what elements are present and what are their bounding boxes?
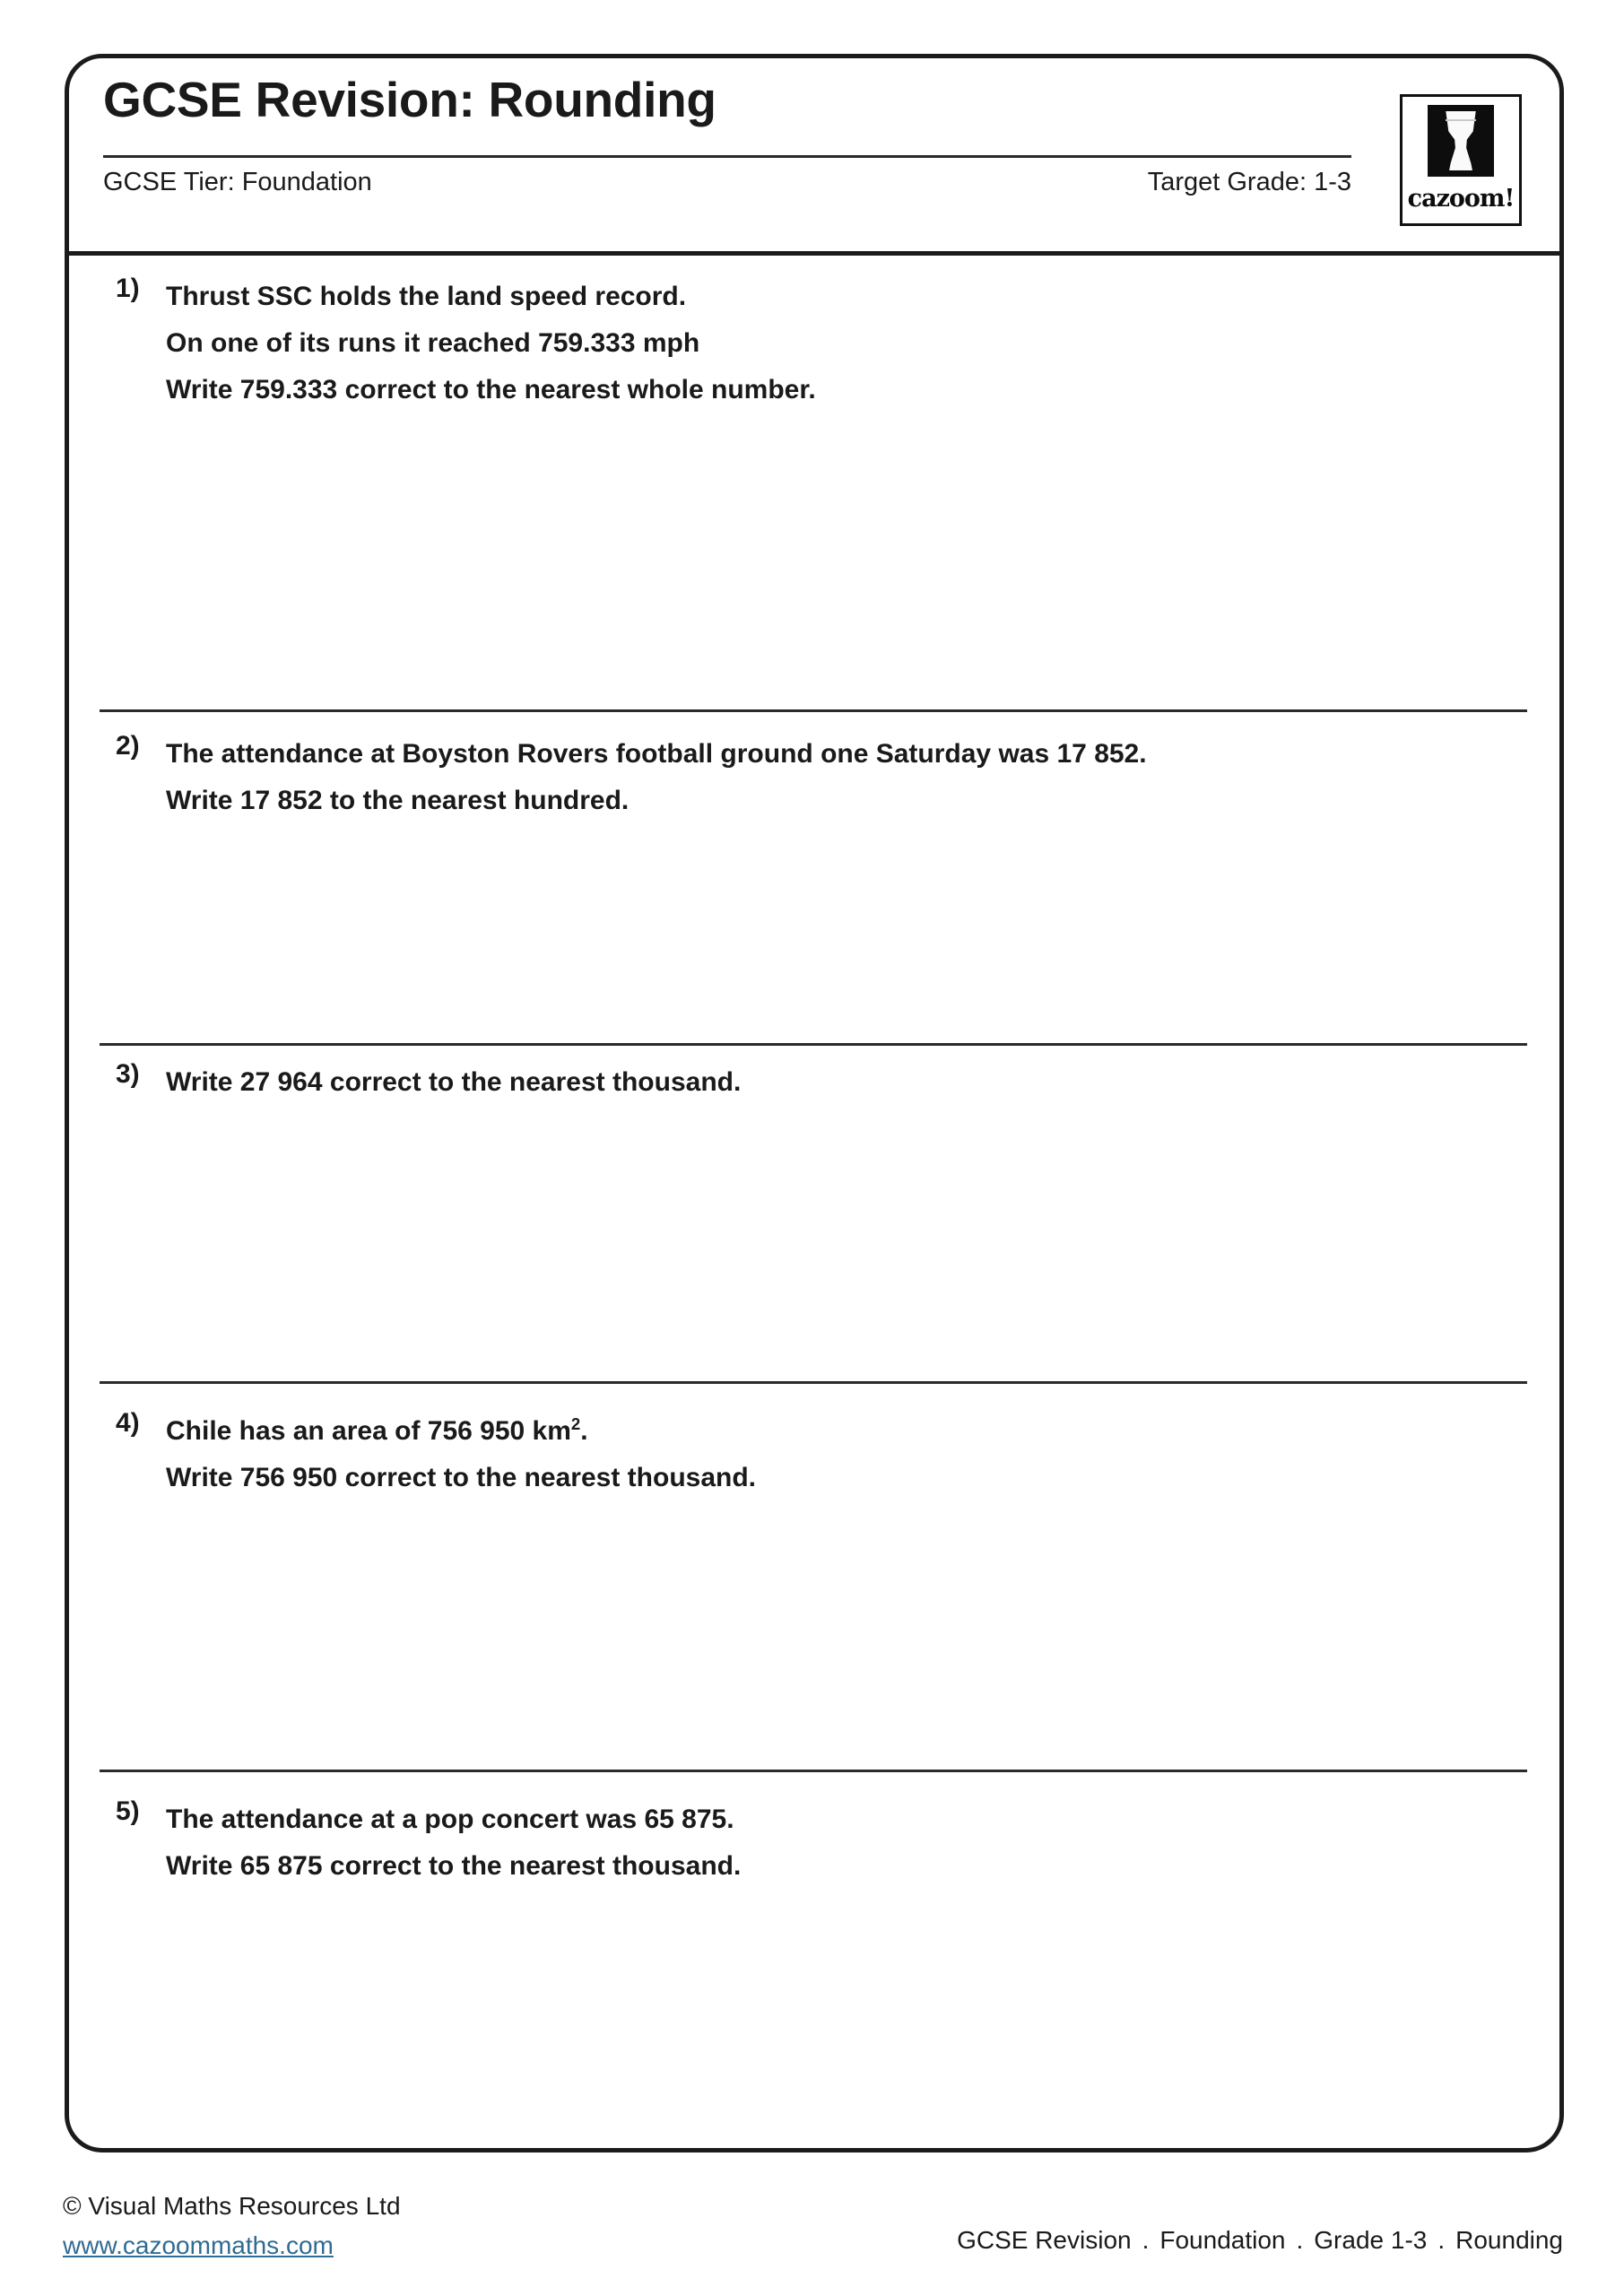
footer-left (63, 2187, 401, 2266)
question-line: Write 759.333 correct to the nearest whole number. (166, 375, 816, 404)
cazoom-logo (1400, 94, 1522, 226)
question-line: The attendance at Boyston Rovers football ground one Saturday was 17 852. (166, 739, 1147, 769)
page-title: GCSE Revision: Rounding (103, 72, 716, 127)
question-text (166, 731, 1524, 824)
question-line (166, 1408, 1524, 1455)
question-line-tail: . (580, 1416, 588, 1446)
goblet-icon (1428, 105, 1494, 177)
question-1 (69, 274, 1559, 650)
question-line: Write 17 852 to the nearest hundred. (166, 786, 630, 815)
question-number: 5) (116, 1796, 140, 1826)
question-line: On one of its runs it reached 759.333 mph (166, 328, 700, 358)
website-link[interactable]: www.cazoommaths.com (63, 2231, 334, 2259)
question-number: 3) (116, 1059, 140, 1089)
question-line: Write 65 875 correct to the nearest thousand. (166, 1851, 742, 1881)
question-number: 2) (116, 731, 140, 761)
questions-area (69, 256, 1559, 2148)
breadcrumb-item-topic: Rounding (1455, 2226, 1563, 2254)
breadcrumb-separator: . (1296, 2226, 1304, 2254)
worksheet-frame (65, 54, 1564, 2152)
question-divider (100, 1381, 1527, 1384)
breadcrumb-separator: . (1142, 2226, 1150, 2254)
question-line-base: Chile has an area of 756 950 km (166, 1416, 571, 1446)
question-divider (100, 709, 1527, 712)
question-number: 1) (116, 274, 140, 303)
breadcrumb-item-revision: GCSE Revision (957, 2226, 1132, 2254)
question-line: The attendance at a pop concert was 65 875. (166, 1805, 734, 1834)
breadcrumb-item-grade: Grade 1-3 (1314, 2226, 1428, 2254)
worksheet-header (69, 58, 1559, 256)
target-grade-label: Target Grade: 1-3 (1147, 168, 1351, 196)
copyright-text: © Visual Maths Resources Ltd (63, 2192, 401, 2220)
question-line: Write 27 964 correct to the nearest thousand. (166, 1067, 742, 1097)
tier-label: GCSE Tier: Foundation (103, 168, 372, 196)
footer-breadcrumb (957, 2226, 1563, 2255)
question-text (166, 1796, 1524, 1890)
breadcrumb-separator: . (1437, 2226, 1446, 2254)
superscript-exponent: 2 (570, 1414, 581, 1433)
question-line: Thrust SSC holds the land speed record. (166, 282, 687, 311)
question-text (166, 1059, 1524, 1106)
question-divider (100, 1770, 1527, 1772)
question-text (166, 1408, 1524, 1501)
question-number: 4) (116, 1408, 140, 1438)
question-3 (69, 973, 1559, 1242)
breadcrumb-item-tier: Foundation (1159, 2226, 1286, 2254)
question-line: Write 756 950 correct to the nearest thousand. (166, 1463, 756, 1492)
title-underline-rule (103, 155, 1351, 158)
question-text (166, 274, 1524, 413)
question-5 (69, 1796, 1559, 2119)
logo-wordmark: cazoom! (1407, 185, 1515, 213)
question-4 (69, 1408, 1559, 1731)
